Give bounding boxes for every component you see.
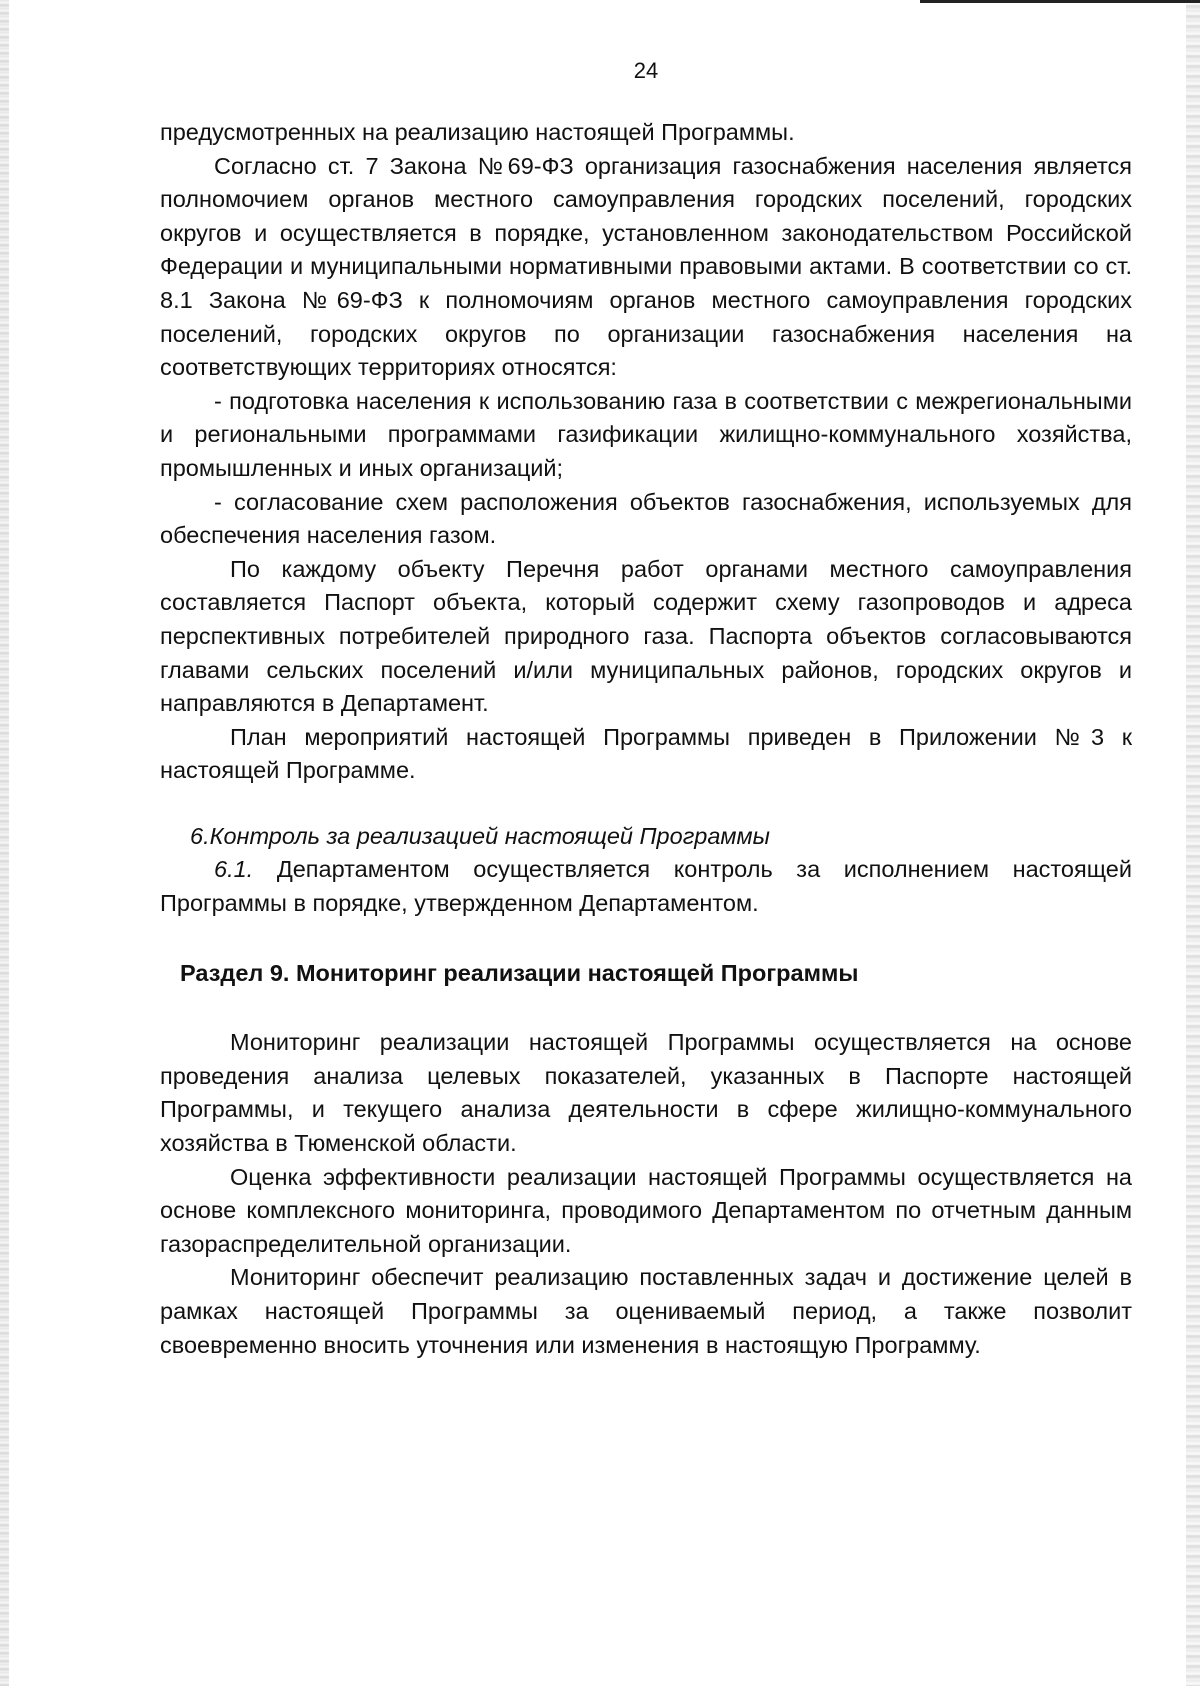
- paragraph-evaluation: Оценка эффективности реализации настоящей Программы осуществляется на основе комплексного мониторинга, проводимого Департаментом по отчетным данным газораспределительной организации.: [160, 1163, 1132, 1257]
- paragraph-continuation: предусмотренных на реализацию настоящей Программы.: [160, 119, 795, 145]
- control-item-number: 6.1.: [214, 856, 254, 883]
- paragraph-monitoring-goals: Мониторинг обеспечит реализацию поставленных задач и достижение целей в рамках настоящей Программы за оцениваемый период, а также позволит своевременно вносить уточнения или изменения в настоящую Программу.: [160, 1264, 1132, 1358]
- control-section-item: [160, 853, 1132, 920]
- scan-edge-left: [0, 0, 9, 1686]
- page-number: 24: [633, 58, 659, 83]
- section-9-heading: Раздел 9. Мониторинг реализации настоящей Программы: [180, 959, 859, 986]
- paragraph-passport: По каждому объекту Перечня работ органами местного самоуправления составляется Паспорт объекта, который содержит схему газопроводов и адреса перспективных потребителей природного газа. Паспорта объектов согласовываются главами сельских поселений и/или муниципальных районов, городских округов и направляются в Департамент.: [160, 555, 1132, 717]
- paragraph-monitoring: Мониторинг реализации настоящей Программы осуществляется на основе проведения анализа целевых показателей, указанных в Паспорте настоящей Программы, и текущего анализа деятельности в сфере жилищно-коммунального хозяйства в Тюменской области.: [160, 1029, 1132, 1157]
- paragraph-plan: План мероприятий настоящей Программы приведен в Приложении №3 к настоящей Программе.: [160, 723, 1132, 784]
- paragraph-law-69: Согласно ст. 7 Закона №69-ФЗ организация газоснабжения населения является полномочием органов местного самоуправления городских поселений, городских округов и осуществляется в порядке, установленном законодательством Российской Федерации и муниципальными нормативными правовыми актами. В соответствии со ст. 8.1 Закона №69-ФЗ к полномочиям органов местного самоуправления городских поселений, городских округов по организации газоснабжения населения на соответствующих территориях относятся:: [160, 152, 1132, 381]
- top-border-line: [920, 0, 1200, 3]
- list-item-preparation: - подготовка населения к использованию газа в соответствии с межрегиональными и региональными программами газификации жилищно-коммунального хозяйства, промышленных и иных организаций;: [160, 387, 1132, 481]
- control-section-heading: 6.Контроль за реализацией настоящей Программы: [190, 822, 770, 849]
- list-item-approval: - согласование схем расположения объектов газоснабжения, используемых для обеспечения населения газом.: [160, 488, 1132, 549]
- scan-edge-right: [1186, 0, 1200, 1686]
- control-item-text: Департаментом осуществляется контроль за исполнением настоящей Программы в порядке, утвержденном Департаментом.: [160, 856, 1132, 917]
- document-page: [160, 52, 1132, 1362]
